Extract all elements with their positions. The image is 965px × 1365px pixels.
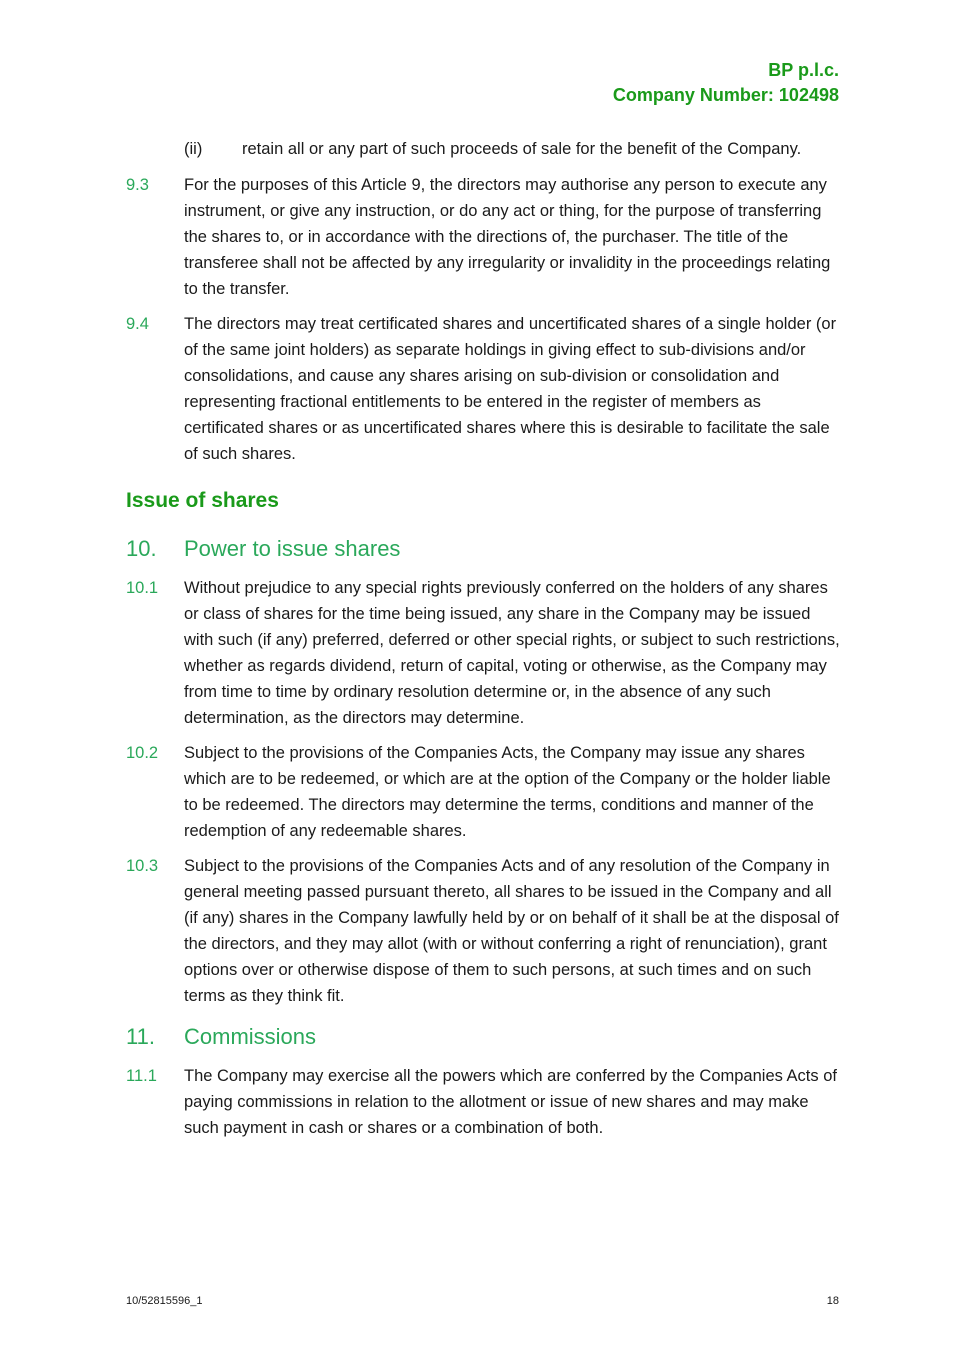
article-title: Commissions [184,1024,317,1049]
clause-text: The Company may exercise all the powers which are conferred by the Companies Acts of paying commissions in relation to the allotment or issue of new shares and may make such payment in cash or shares or a combination of both. [184,1067,837,1137]
article-number: 10. [126,536,157,561]
document-body [126,136,840,1150]
clause-10-2 [126,740,840,844]
clause-number: 9.3 [126,176,149,194]
subclause-number: (ii) [184,140,203,158]
clause-number: 11.1 [126,1067,157,1085]
clause-11-1 [126,1063,840,1141]
clause-9-4 [126,311,840,467]
page-number: 18 [826,1295,839,1307]
clause-9-3 [126,172,840,302]
article-title: Power to issue shares [184,536,401,561]
document-header [613,58,839,108]
clause-text: Subject to the provisions of the Companies Acts, the Company may issue any shares which are to be redeemed, or which are at the option of the Company or the holder liable to be redeemed. The directors may determine the terms, conditions and manner of the redemption of any redeemable shares. [184,744,831,840]
clause-10-1 [126,575,840,731]
clause-number: 9.4 [126,315,149,333]
article-11-heading [126,1023,840,1051]
article-number: 11. [126,1024,155,1049]
section-heading-issue-of-shares: Issue of shares [126,489,279,512]
clause-text: Subject to the provisions of the Companies Acts and of any resolution of the Company in general meeting passed pursuant thereto, all shares to be issued in the Company and all (if any) shares in the Company lawfully held by or on behalf of it shall be at the disposal of the directors, and they may allot (with or without conferring a right of renunciation), grant options over or otherwise dispose of them to such persons, at such times and on such terms as they think fit. [184,857,839,1005]
clause-10-3 [126,853,840,1009]
clause-text: The directors may treat certificated shares and uncertificated shares of a single holder (or of the same joint holders) as separate holdings in giving effect to sub-divisions and/or consolidations, and cause any shares arising on sub-division or consolidation and representing fractional entitlements to be entered in the register of members as certificated shares or as uncertificated shares where this is desirable to facilitate the sale of such shares. [184,315,837,463]
clause-text: Without prejudice to any special rights previously conferred on the holders of any shares or class of shares for the time being issued, any share in the Company may be issued with such (if any) preferred, deferred or other special rights, or subject to such restrictions, whether as regards dividend, return of capital, voting or otherwise, as the Company may from time to time by ordinary resolution determine or, in the absence of any such determination, as the directors may determine. [184,579,840,727]
document-reference: 10/52815596_1 [126,1295,203,1307]
clause-number: 10.2 [126,744,159,762]
company-number: Company Number: 102498 [612,85,839,105]
clause-text: For the purposes of this Article 9, the directors may authorise any person to execute any instrument, or give any instruction, or do any act or thing, for the purpose of transferring the shares to, or in accordance with the directions of, the purchaser. The title of the transferee shall not be affected by any irregularity or invalidity in the proceedings relating to the transfer. [184,176,831,298]
subclause-text: retain all or any part of such proceeds of sale for the benefit of the Company. [242,140,802,158]
clause-number: 10.1 [126,579,159,597]
clause-number: 10.3 [126,857,159,875]
company-name: BP p.l.c. [768,60,839,80]
article-10-heading [126,535,840,563]
subclause-ii [184,136,840,162]
